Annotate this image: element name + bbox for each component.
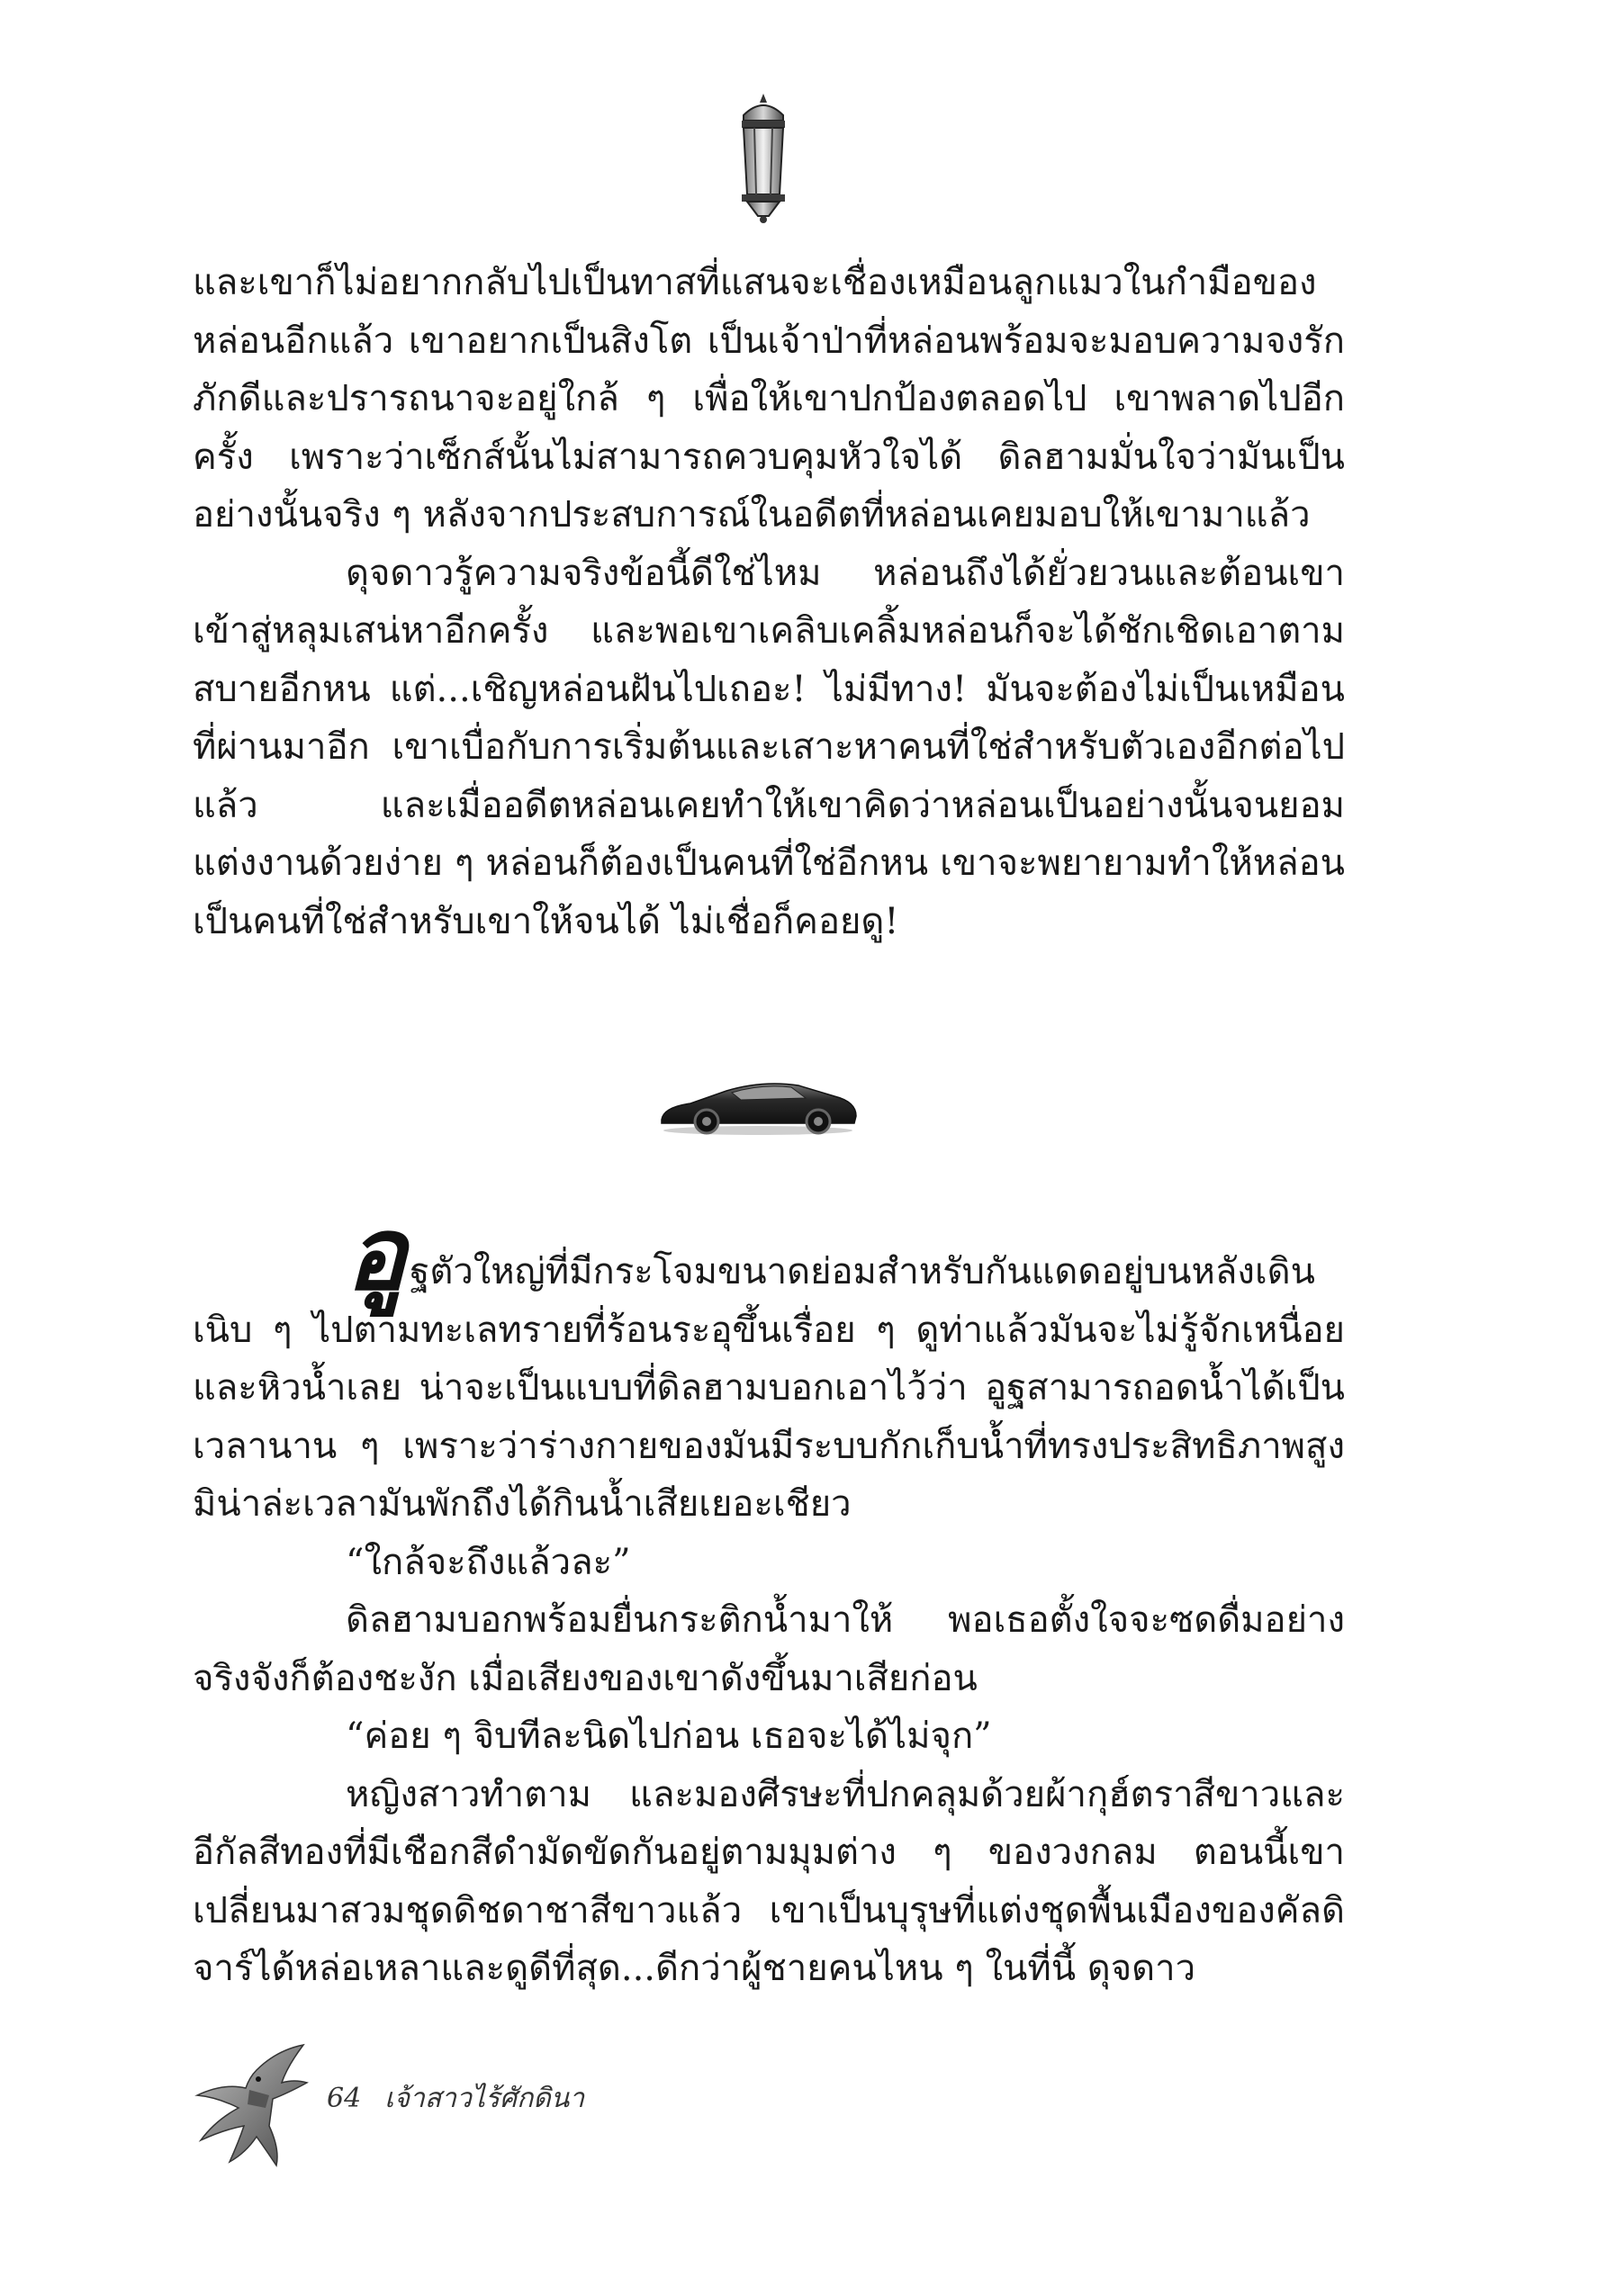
eagle-icon [194, 2043, 311, 2169]
paragraph: “ใกล้จะถึงแล้วละ” [346, 1541, 631, 1583]
paragraph-text: ฐตัวใหญ่ที่มีกระโจมขนาดย่อมสำหรับกันแดดอยู่บนหลังเดินเนิบ ๆ ไปตามทะเลทรายที่ร้อนระอุขึ้นเรื่อย ๆ ดูท่าแล้วมันจะไม่รู้จักเหนื่อยและหิวน้ำเลย น่าจะเป็นแบบที่ดิลฮามบอกเอาไว้ว่า อูฐสามารถอดน้ำได้เป็นเวลานาน ๆ เพราะว่าร่างกายของมันมีระบบกักเก็บน้ำที่ทรงประสิทธิภาพสูง มิน่าล่ะเวลามันพักถึงได้กินน้ำเสียเยอะเชียว [193, 1251, 1345, 1525]
paragraph: ดิลฮามบอกพร้อมยื่นกระติกน้ำมาให้ พอเธอตั้งใจจะซดดื่มอย่างจริงจังก็ต้องชะงัก เมื่อเสียงของเขาดังขึ้นมาเสียก่อน [193, 1599, 1345, 1699]
paragraph: ดุจดาวรู้ความจริงข้อนี้ดีใช่ไหม หล่อนถึงได้ยั่วยวนและต้อนเขาเข้าสู่หลุมเสน่หาอีกครั้ง และพอเขาเคลิบเคลิ้มหล่อนก็จะได้ชักเชิดเอาตามสบายอีกหน แต่...เชิญหล่อนฝันไปเถอะ! ไม่มีทาง! มันจะต้องไม่เป็นเหมือนที่ผ่านมาอีก เขาเบื่อกับการเริ่มต้นและเสาะหาคนที่ใช่สำหรับตัวเองอีกต่อไปแล้ว และเมื่ออดีตหล่อนเคยทำให้เขาคิดว่าหล่อนเป็นอย่างนั้นจนยอมแต่งงานด้วยง่าย ๆ หล่อนก็ต้องเป็นคนที่ใช่อีกหน เขาจะพยายามทำให้หล่อนเป็นคนที่ใช่สำหรับเขาให้จนได้ ไม่เชื่อก็คอยดู! [193, 552, 1345, 942]
page-footer [194, 2043, 698, 2169]
lantern-icon [727, 90, 799, 225]
book-title: เจ้าสาวไร้ศักดินา [384, 2083, 585, 2114]
section-2 [193, 1195, 1345, 1998]
paragraph: “ค่อย ๆ จิบทีละนิดไปก่อน เธอจะได้ไม่จุก” [346, 1715, 992, 1757]
footer-text [327, 2077, 608, 2120]
paragraph: และเขาก็ไม่อยากกลับไปเป็นทาสที่แสนจะเชื่องเหมือนลูกแมวในกำมือของหล่อนอีกแล้ว เขาอยากเป็นสิงโต เป็นเจ้าป่าที่หล่อนพร้อมจะมอบความจงรักภักดีและปรารถนาจะอยู่ใกล้ ๆ เพื่อให้เขาปกป้องตลอดไป เขาพลาดไปอีกครั้ง เพราะว่าเซ็กส์นั้นไม่สามารถควบคุมหัวใจได้ ดิลฮามมั่นใจว่ามันเป็นอย่างนั้นจริง ๆ หลังจากประสบการณ์ในอดีตที่หล่อนเคยมอบให้เขามาแล้ว [193, 262, 1345, 536]
paragraph: หญิงสาวทำตาม และมองศีรษะที่ปกคลุมด้วยผ้ากุฮ์ตราสีขาวและอีกัลสีทองที่มีเชือกสีดำมัดขัดกันอยู่ตามมุมต่าง ๆ ของวงกลม ตอนนี้เขาเปลี่ยนมาสวมชุดดิชดาชาสีขาวแล้ว เขาเป็นบุรุษที่แต่งชุดพื้นเมืองของคัลดิจาร์ได้หล่อเหลาและดูดีที่สุด...ดีกว่าผู้ชายคนไหน ๆ ในที่นี้ ดุจดาว [193, 1773, 1345, 1989]
drop-cap: อู [346, 1195, 407, 1313]
paragraph-with-dropcap [193, 1195, 1345, 1534]
page-number: 64 [327, 2083, 362, 2114]
sports-car-icon [654, 1067, 861, 1139]
section-1 [193, 254, 1345, 950]
